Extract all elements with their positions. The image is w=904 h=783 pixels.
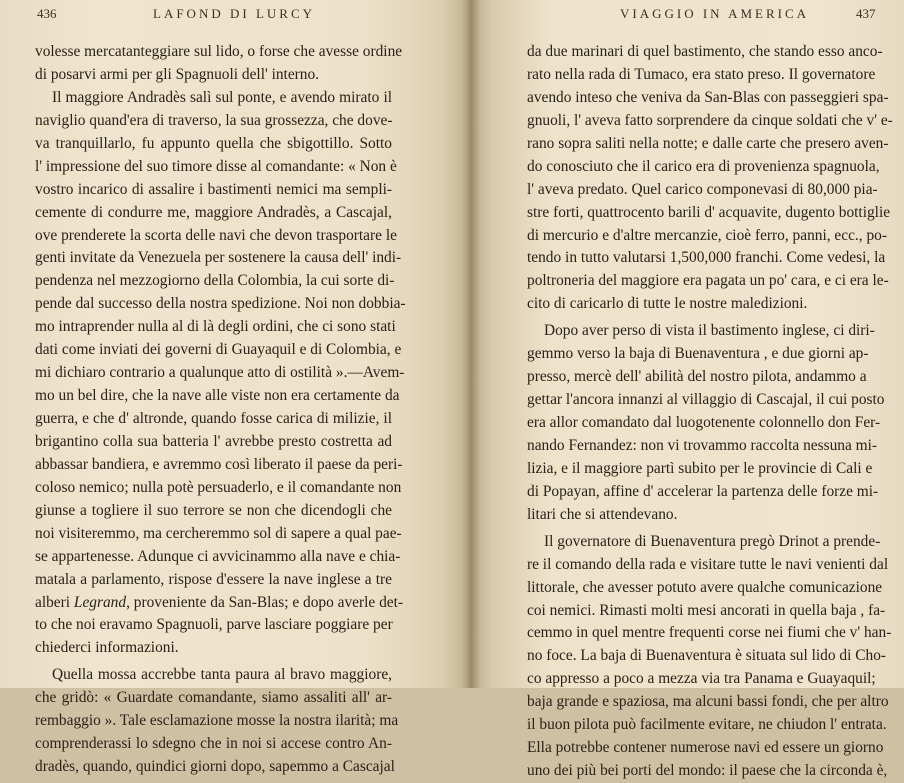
text-line: guerra, e che d' altronde, quando fosse carica di milizie, il	[35, 410, 392, 427]
text-line: mo un bel dire, che la nave alle viste non era certamente da	[35, 387, 400, 405]
text-line: dradès, quando, quindici giorni dopo, sapemmo a Cascajal	[35, 758, 395, 776]
text-line: di mercurio e d'altre mercanzie, cioè ferro, panni, ecc., po-	[527, 226, 887, 244]
text-line: ove prenderete la scorta delle navi che devon trasportare le	[35, 226, 397, 244]
text-line: gemmo verso la baja di Buenaventura , e due giorni ap-	[527, 345, 869, 363]
text-line: abbassar bandiera, e avremmo così liberato il paese da peri-	[35, 455, 403, 473]
text-line: comprenderassi lo sdegno che in noi si accese contro An-	[35, 735, 392, 753]
running-head: VIAGGIO IN AMERICA	[620, 6, 810, 21]
text-line: tendo in tutto valutarsi 1,500,000 franchi. Come vedesi, la	[527, 249, 886, 267]
text-line: se appartenesse. Adunque ci avvicinammo alla nave e chia-	[35, 547, 401, 565]
text-line: vostro incarico di assalire i bastimenti nemici ma sempli-	[35, 180, 392, 198]
text-line: poltroneria del maggiore era pagata un po' cara, e ci era le-	[527, 272, 889, 290]
text-line: lizia, e il maggiore partì subito per le provincie di Cali e	[527, 459, 873, 477]
text-line: stre forti, quattrocento barili d' acquavite, dugento bottiglie	[527, 203, 891, 221]
text-line: il buon pilota può facilmente evitare, ne chiudon l' entrata.	[527, 716, 887, 734]
text-line: re il comando della rada e visitare tutte le navi venienti dal	[527, 555, 889, 573]
text-line: avendo inteso che veniva da San-Blas con passeggieri spa-	[527, 88, 889, 106]
text-line: baja grande e spaziosa, ma alcuni bassi fondi, che per altro	[527, 693, 889, 711]
text-line: litari che si attendevano.	[527, 505, 678, 523]
text-line: pende dal successo della nostra spedizione. Noi non dobbia-	[35, 295, 406, 313]
text-line: genti invitate da Venezuela per sostenere la causa dell' indi-	[35, 249, 402, 267]
text-line: che gridò: « Guardate comandante, siamo assaliti all' ar-	[35, 689, 392, 707]
text-line: va tranquillarlo, fu appunto quella che sbigottillo. Sotto	[35, 134, 392, 152]
ship-name: Legrand	[73, 593, 127, 611]
text-line: nando Fernandez: non vi trovammo raccolta nessuna mi-	[527, 436, 878, 454]
book-gutter	[462, 0, 480, 688]
text-line: mi dichiaro contrario a qualunque atto di ostilità ».—Avem-	[35, 364, 405, 382]
text-block	[527, 41, 893, 783]
text-line: Dopo aver perso di vista il bastimento inglese, ci diri-	[544, 322, 875, 340]
text-line: pendenza nel mezzogiorno della Colombia, la cui sorte di-	[35, 272, 395, 290]
text-line: brigantino colla sua batteria l' avrebbe presto costretta ad	[35, 432, 392, 450]
text-line: co appresso a poco a mezza via tra Panama e Guayaquil;	[527, 670, 876, 688]
text-line: l' impressione del suo timore disse al comandante: « Non è	[35, 157, 397, 175]
text-line: rano sopra saliti nella notte; e dalle carte che presero aven-	[527, 134, 889, 152]
text-line: dati come inviati dei governi di Guayaquil e di Colombia, e	[35, 341, 402, 359]
text-line: Il maggiore Andradès salì sul ponte, e avendo mirato il	[52, 88, 392, 106]
text-line: da due marinari di quel bastimento, che stando esso anco-	[527, 43, 883, 60]
text-line: littorale, che avesser potuto avere qualche comunicazione	[527, 578, 883, 596]
text-line: uno dei più bei porti del mondo: il paese che la circonda è,	[527, 762, 888, 780]
text-line: di Popayan, affine d' accelerar la partenza delle forze mi-	[527, 482, 879, 500]
text-line: cemente di condurre me, maggiore Andradès, a Cascajal,	[35, 203, 392, 221]
text-line: Il governatore di Buenaventura pregò Drinot a prende-	[544, 532, 881, 550]
text-line: noi visiteremmo, ma cercheremmo sol di sapere a qual pae-	[35, 524, 402, 542]
text-line: Ella potrebbe contener numerose navi ed essere un giorno	[527, 739, 884, 757]
text-line: era allor comandato dal luogotenente colonnello don Fer-	[527, 414, 881, 431]
text-line: naviglio quand'era di traverso, la sua grossezza, che dove-	[35, 111, 393, 129]
text-line: Quella mossa accrebbe tanta paura al bravo maggiore,	[52, 666, 392, 684]
text-line: giunse a togliere il suo terrore se non che dicendogli che	[35, 501, 392, 519]
text-line: matala a parlamento, rispose d'essere la nave inglese a tre	[35, 570, 392, 588]
text-line: presso, mercè dell' abilità del nostro pilota, andammo a	[527, 368, 867, 386]
text-line: no foce. La baja di Buenaventura è situata sul lido di Cho-	[527, 647, 887, 665]
text-line: di posarvi armi per gli Spagnuoli dell' interno.	[35, 65, 320, 83]
text-line: coi nemici. Rimasti molti mesi ancorati in quella baja , fa-	[527, 601, 886, 619]
running-head: LAFOND DI LURCY	[153, 6, 315, 21]
text-block	[35, 41, 406, 779]
text-line: alberi Legrand, proveniente da San-Blas; e dopo averle det-	[35, 593, 403, 611]
text-line: cemmo in quel mentre frequenti corse nei fiumi che v' han-	[527, 624, 892, 642]
right-page	[470, 0, 904, 780]
text-line: chiederci informazioni.	[35, 639, 179, 657]
text-line: do conosciuto che il carico era di provenienza spagnuola,	[527, 157, 880, 175]
text-line: coloso nemico; nulla potè persuaderlo, e il comandante non	[35, 478, 402, 496]
text-line: l' aveva predato. Quel carico componevasi di 80,000 pia-	[527, 180, 878, 198]
text-line: gnuoli, l' aveva fatto sorprendere da cinque soldati che v' e-	[527, 111, 893, 129]
text-line: cito di caricarlo di tutte le nostre maledizioni.	[527, 295, 808, 313]
text-line: rato nella rada di Tumaco, era stato preso. Il governatore	[527, 65, 876, 83]
text-line: rembaggio ». Tale esclamazione mosse la nostra ilarità; ma	[35, 712, 399, 730]
text-line: volesse mercatanteggiare sul lido, o forse che avesse ordine	[35, 43, 403, 60]
page-number: 436	[37, 6, 57, 21]
page-number: 437	[856, 6, 876, 21]
text-line: mo intraprender nulla al di là degli ordini, che ci sono stati	[35, 318, 396, 336]
text-line: gettar l'ancora innanzi al villaggio di Cascajal, il cui posto	[527, 391, 885, 409]
text-line: to che noi eravamo Spagnuoli, parve lasciare poggiare per	[35, 616, 393, 634]
